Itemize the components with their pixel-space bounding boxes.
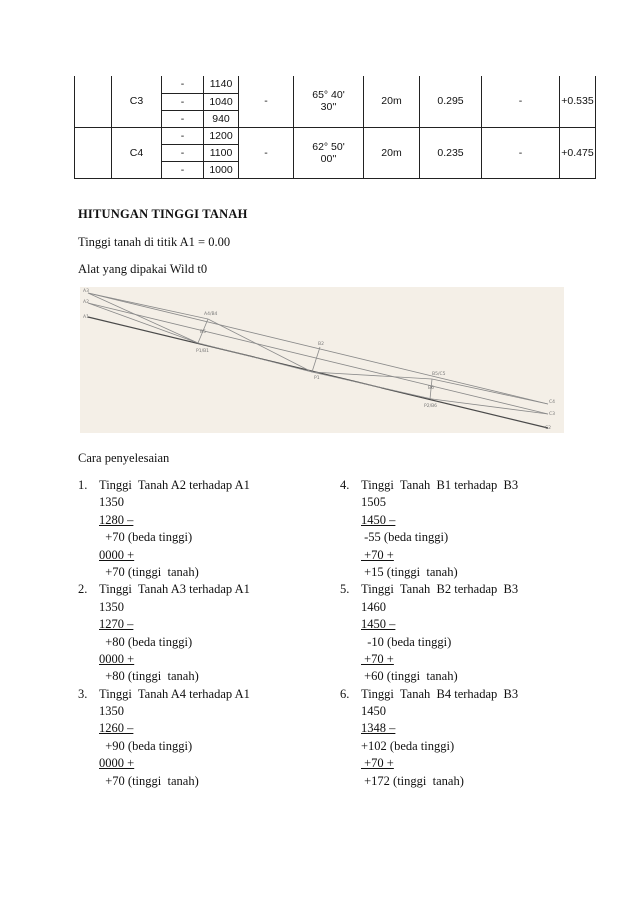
dash-cell: - bbox=[162, 161, 204, 178]
item-number: 1. bbox=[78, 478, 88, 492]
dash-cell: - bbox=[162, 144, 204, 161]
reading-value: 1000 bbox=[204, 161, 239, 178]
initial-height-text: Tinggi tanah di titik A1 = 0.00 bbox=[78, 235, 231, 249]
label-c2: C2 bbox=[545, 426, 552, 431]
calc-line: +172 (tinggi tanah) bbox=[361, 773, 464, 788]
line-a2-c3 bbox=[88, 303, 548, 414]
calc-line: +15 (tinggi tanah) bbox=[361, 564, 458, 579]
solution-item bbox=[78, 477, 308, 581]
reading-value: 1200 bbox=[204, 127, 239, 144]
calc-line: +102 (beda tinggi) bbox=[361, 738, 455, 753]
calc-line: 1350 bbox=[99, 599, 124, 614]
calc-line: +70 + bbox=[361, 547, 394, 562]
calc-line: 1450 bbox=[361, 704, 386, 719]
calc-line: 0000 + bbox=[99, 651, 135, 666]
label-c3: C3 bbox=[549, 412, 556, 417]
solution-item bbox=[78, 686, 308, 790]
calc-line: +70 (tinggi tanah) bbox=[99, 773, 199, 788]
solution-heading: Cara penyelesaian bbox=[78, 451, 170, 465]
angle-cell bbox=[294, 76, 364, 127]
calc-line: 1460 bbox=[361, 599, 386, 614]
calc-line: 1270 – bbox=[99, 617, 134, 632]
calc-line: +80 (beda tinggi) bbox=[99, 634, 193, 649]
label-c-top: B5/C5 bbox=[432, 372, 446, 377]
label-a1: A1 bbox=[83, 315, 89, 320]
label-c-low: P2/B6 bbox=[424, 404, 438, 409]
calc-line: 1450 – bbox=[361, 512, 396, 527]
sight-line-11 bbox=[432, 399, 548, 414]
label-p-mid: P1 bbox=[314, 376, 320, 381]
item-number: 2. bbox=[78, 582, 88, 597]
line-a3-c4 bbox=[88, 293, 548, 404]
calc-line: 1260 – bbox=[99, 721, 134, 736]
ratio-cell: 0.235 bbox=[420, 127, 482, 178]
ratio-cell: 0.295 bbox=[420, 76, 482, 127]
label-b-top: A4/B4 bbox=[204, 312, 218, 317]
table-row bbox=[75, 76, 596, 93]
sight-line-5 bbox=[198, 343, 312, 372]
label-a2: A2 bbox=[83, 300, 89, 305]
sight-line-9 bbox=[312, 372, 432, 399]
calc-line: +70 (tinggi tanah) bbox=[99, 564, 199, 579]
angle-cell bbox=[294, 127, 364, 178]
empty-cell bbox=[75, 127, 112, 178]
solution-column-left bbox=[78, 477, 308, 790]
angle-degrees: 62° 50' bbox=[312, 140, 345, 153]
calc-line: +70 + bbox=[361, 651, 394, 666]
section-heading: HITUNGAN TINGGI TANAH bbox=[78, 207, 248, 221]
item-number: 3. bbox=[78, 686, 88, 701]
solution-item bbox=[340, 477, 570, 581]
angle-seconds: 30'' bbox=[320, 101, 337, 114]
calc-line: 1348 – bbox=[361, 721, 396, 736]
item-number: 6. bbox=[340, 686, 350, 701]
distance-cell: 20m bbox=[364, 76, 420, 127]
calc-line: +70 (beda tinggi) bbox=[99, 530, 193, 545]
dash-cell: - bbox=[239, 76, 294, 127]
dash-cell: - bbox=[239, 127, 294, 178]
calc-line: 1450 – bbox=[361, 617, 396, 632]
calc-line: 1350 bbox=[99, 704, 124, 719]
empty-cell bbox=[75, 76, 112, 127]
calc-line: -10 (beda tinggi) bbox=[361, 634, 452, 649]
calc-line: +90 (beda tinggi) bbox=[99, 738, 193, 753]
result-cell: +0.535 bbox=[560, 76, 596, 127]
station-label: C4 bbox=[112, 127, 162, 178]
calc-line: 1280 – bbox=[99, 512, 134, 527]
calc-line: +70 + bbox=[361, 756, 394, 771]
calc-line: -55 (beda tinggi) bbox=[361, 530, 449, 545]
item-title: Tinggi Tanah B1 terhadap B3 bbox=[361, 478, 519, 492]
label-c4: C4 bbox=[549, 400, 556, 405]
calc-line: +80 (tinggi tanah) bbox=[99, 669, 199, 684]
calc-line: 1350 bbox=[99, 495, 124, 510]
dash-cell: - bbox=[162, 110, 204, 127]
table-row bbox=[75, 127, 596, 144]
dash-cell: - bbox=[482, 127, 560, 178]
item-title: Tinggi Tanah A2 terhadap A1 bbox=[99, 478, 250, 492]
solution-item bbox=[78, 581, 308, 685]
survey-diagram-svg bbox=[80, 287, 564, 433]
label-b-low: P1/B1 bbox=[196, 349, 210, 354]
label-b-mid: B5 bbox=[200, 330, 206, 335]
dash-cell: - bbox=[162, 127, 204, 144]
instrument-text: Alat yang dipakai Wild t0 bbox=[78, 262, 208, 276]
item-number: 4. bbox=[340, 478, 350, 492]
distance-cell: 20m bbox=[364, 127, 420, 178]
angle-degrees: 65° 40' bbox=[312, 89, 345, 102]
dash-cell: - bbox=[162, 93, 204, 110]
sight-line-7 bbox=[312, 347, 320, 372]
item-number: 5. bbox=[340, 582, 350, 597]
dash-cell: - bbox=[482, 76, 560, 127]
label-c-mid: B6 bbox=[428, 386, 434, 391]
calc-line: +60 (tinggi tanah) bbox=[361, 669, 458, 684]
item-title: Tinggi Tanah B2 terhadap B3 bbox=[361, 582, 519, 597]
reading-value: 1140 bbox=[204, 76, 239, 93]
label-b2: B2 bbox=[318, 342, 324, 347]
survey-diagram bbox=[80, 287, 564, 433]
solution-item bbox=[340, 581, 570, 685]
label-a3: A3 bbox=[83, 289, 89, 294]
reading-value: 940 bbox=[204, 110, 239, 127]
solution-item bbox=[340, 686, 570, 790]
item-title: Tinggi Tanah A4 terhadap A1 bbox=[99, 686, 250, 701]
item-title: Tinggi Tanah B4 terhadap B3 bbox=[361, 686, 519, 701]
calc-line: 1505 bbox=[361, 495, 386, 510]
station-label: C3 bbox=[112, 76, 162, 127]
angle-seconds: 00'' bbox=[320, 152, 337, 165]
reading-value: 1100 bbox=[204, 144, 239, 161]
result-cell: +0.475 bbox=[560, 127, 596, 178]
sight-line-4 bbox=[208, 319, 312, 372]
sight-line-1 bbox=[88, 293, 208, 319]
dash-cell: - bbox=[162, 76, 204, 93]
calc-line: 0000 + bbox=[99, 547, 135, 562]
calc-line: 0000 + bbox=[99, 756, 135, 771]
sight-line-3 bbox=[88, 303, 198, 343]
solution-column-right bbox=[340, 477, 570, 790]
item-title: Tinggi Tanah A3 terhadap A1 bbox=[99, 582, 250, 597]
survey-table bbox=[74, 76, 596, 179]
reading-value: 1040 bbox=[204, 93, 239, 110]
sight-line-2 bbox=[88, 293, 198, 343]
